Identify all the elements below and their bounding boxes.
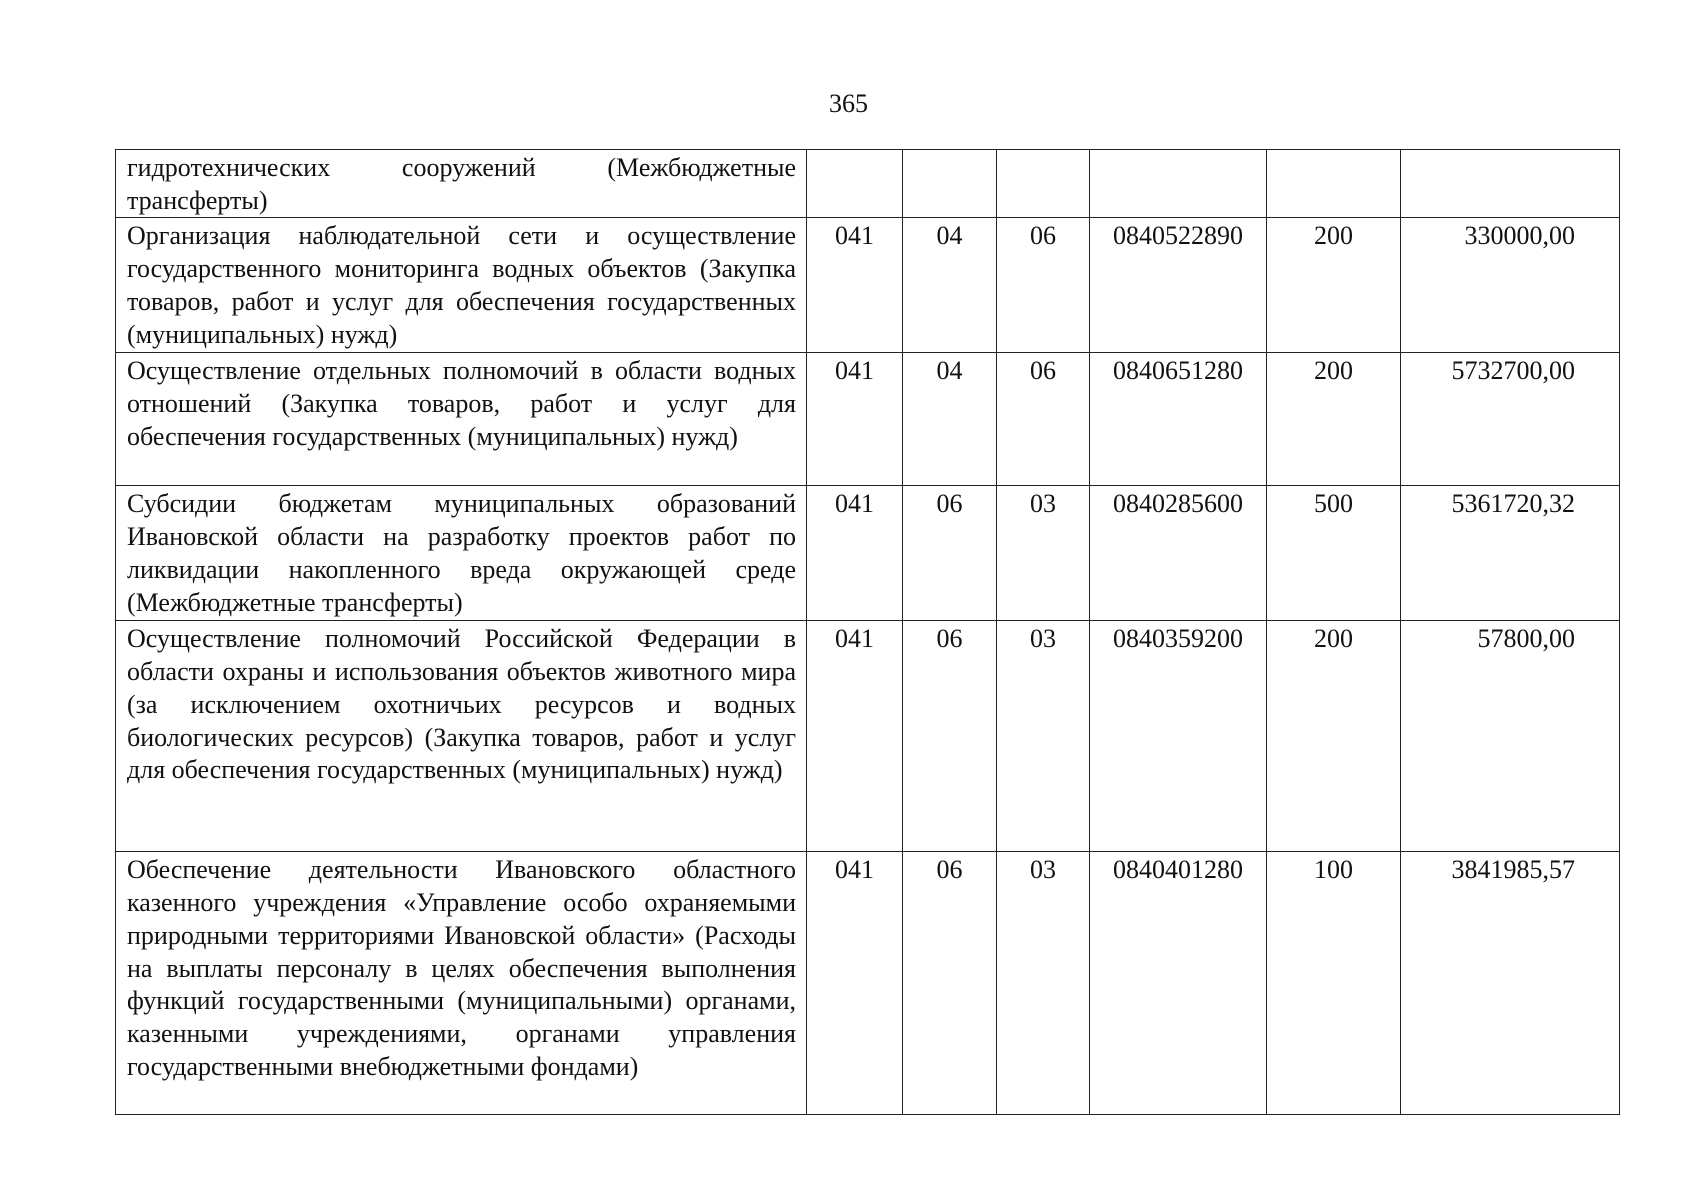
description-cell: Обеспечение деятельности Ивановского областного казенного учреждения «Управление особо охраняемыми природными территориями Ивановской области» (Расходы на выплаты персоналу в целях обеспечения выполнения функций государственными (муниципальными) органами, казенными учреждениями, органами управления государственными внебюджетными фондами) — [116, 852, 807, 1115]
table-row — [116, 150, 1620, 218]
section-cell: 04 — [903, 353, 997, 486]
expense-type-cell — [1267, 150, 1401, 218]
table-row — [116, 621, 1620, 852]
subsection-cell — [997, 150, 1090, 218]
description-cell: Осуществление полномочий Российской Федерации в области охраны и использования объектов животного мира (за исключением охотничьих ресурсов и водных биологических ресурсов) (Закупка товаров, работ и услуг для обеспечения государственных (муниципальных) нужд) — [116, 621, 807, 852]
subsection-cell: 03 — [997, 621, 1090, 852]
amount-cell — [1401, 150, 1620, 218]
ministry-cell: 041 — [807, 852, 903, 1115]
ministry-cell — [807, 150, 903, 218]
amount-cell: 5732700,00 — [1401, 353, 1620, 486]
description-cell: Организация наблюдательной сети и осуществление государственного мониторинга водных объектов (Закупка товаров, работ и услуг для обеспечения государственных (муниципальных) нужд) — [116, 218, 807, 353]
target-article-cell: 0840522890 — [1090, 218, 1267, 353]
ministry-cell: 041 — [807, 353, 903, 486]
expense-type-cell: 200 — [1267, 218, 1401, 353]
target-article-cell: 0840401280 — [1090, 852, 1267, 1115]
expense-type-cell: 200 — [1267, 621, 1401, 852]
description-cell: гидротехнических сооружений (Межбюджетные трансферты) — [116, 150, 807, 218]
expense-type-cell: 500 — [1267, 486, 1401, 621]
subsection-cell: 06 — [997, 353, 1090, 486]
target-article-cell — [1090, 150, 1267, 218]
expense-type-cell: 200 — [1267, 353, 1401, 486]
amount-cell: 5361720,32 — [1401, 486, 1620, 621]
table-row — [116, 852, 1620, 1115]
subsection-cell: 06 — [997, 218, 1090, 353]
description-cell: Осуществление отдельных полномочий в области водных отношений (Закупка товаров, работ и услуг для обеспечения государственных (муниципальных) нужд) — [116, 353, 807, 486]
budget-table — [115, 149, 1620, 1115]
section-cell: 06 — [903, 852, 997, 1115]
amount-cell: 330000,00 — [1401, 218, 1620, 353]
expense-type-cell: 100 — [1267, 852, 1401, 1115]
section-cell — [903, 150, 997, 218]
section-cell: 04 — [903, 218, 997, 353]
target-article-cell: 0840359200 — [1090, 621, 1267, 852]
ministry-cell: 041 — [807, 218, 903, 353]
target-article-cell: 0840285600 — [1090, 486, 1267, 621]
section-cell: 06 — [903, 621, 997, 852]
page-number: 365 — [829, 89, 868, 118]
table-row — [116, 486, 1620, 621]
description-cell: Субсидии бюджетам муниципальных образований Ивановской области на разработку проектов работ по ликвидации накопленного вреда окружающей среде (Межбюджетные трансферты) — [116, 486, 807, 621]
section-cell: 06 — [903, 486, 997, 621]
ministry-cell: 041 — [807, 621, 903, 852]
ministry-cell: 041 — [807, 486, 903, 621]
table-row — [116, 353, 1620, 486]
subsection-cell: 03 — [997, 486, 1090, 621]
amount-cell: 3841985,57 — [1401, 852, 1620, 1115]
table-row — [116, 218, 1620, 353]
amount-cell: 57800,00 — [1401, 621, 1620, 852]
target-article-cell: 0840651280 — [1090, 353, 1267, 486]
subsection-cell: 03 — [997, 852, 1090, 1115]
